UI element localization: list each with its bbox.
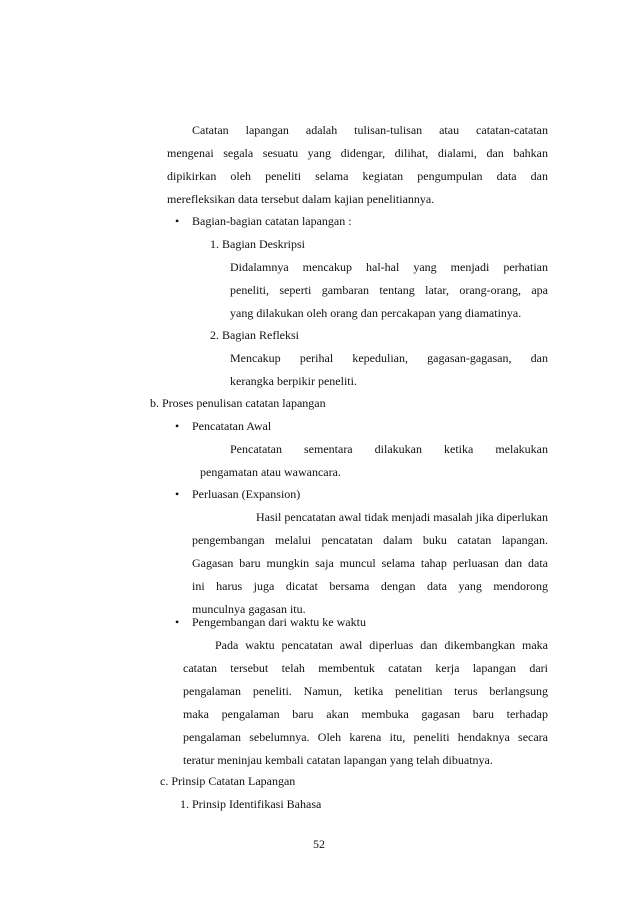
paragraph-line: pengalaman peneliti. Namun, ketika penelitian terus berlangsung — [183, 684, 548, 698]
paragraph-line: Catatan lapangan adalah tulisan-tulisan atau catatan-catatan — [192, 123, 548, 137]
paragraph-line: mengenai segala sesuatu yang didengar, dilihat, dialami, dan bahkan — [167, 146, 548, 160]
list-item-label: 1. Bagian Deskripsi — [210, 237, 305, 251]
section-heading: c. Prinsip Catatan Lapangan — [160, 774, 296, 788]
bullet-icon: • — [175, 487, 180, 501]
section-heading: b. Proses penulisan catatan lapangan — [150, 396, 326, 410]
paragraph-line: catatan tersebut telah membentuk catatan kerja lapangan dari — [183, 661, 548, 675]
paragraph-line: pengamatan atau wawancara. — [200, 465, 341, 479]
paragraph-line: Didalamnya mencakup hal-hal yang menjadi perhatian — [230, 260, 548, 274]
paragraph-line: pengalaman sebelumnya. Oleh karena itu, peneliti hendaknya secara — [183, 730, 548, 744]
list-item-label: 1. Prinsip Identifikasi Bahasa — [180, 797, 322, 811]
bullet-title: Pengembangan dari waktu ke waktu — [192, 615, 366, 629]
paragraph-line: munculnya gagasan itu. — [192, 602, 306, 616]
paragraph-line: Pada waktu pencatatan awal diperluas dan dikembangkan maka — [215, 638, 548, 652]
paragraph-line: Gagasan baru mungkin saja muncul selama tahap perluasan dan data — [192, 556, 548, 570]
paragraph-line: peneliti, seperti gambaran tentang latar, orang-orang, apa — [230, 283, 548, 297]
paragraph-line: Mencakup perihal kepedulian, gagasan-gagasan, dan — [230, 351, 548, 365]
page-number: 52 — [313, 837, 325, 851]
parts-heading: Bagian-bagian catatan lapangan : — [192, 214, 352, 228]
paragraph-line: maka pengalaman baru akan membuka gagasan baru terhadap — [183, 707, 548, 721]
bullet-title: Perluasan (Expansion) — [192, 487, 301, 501]
paragraph-line: dipikirkan oleh peneliti selama kegiatan pengumpulan data dan — [167, 169, 548, 183]
paragraph-line: pengembangan melalui pencatatan dalam buku catatan lapangan. — [192, 533, 548, 547]
paragraph-line: kerangka berpikir peneliti. — [230, 374, 357, 388]
paragraph-line: yang dilakukan oleh orang dan percakapan yang diamatinya. — [230, 306, 522, 320]
paragraph-line: Pencatatan sementara dilakukan ketika melakukan — [230, 442, 548, 456]
paragraph-line: ini harus juga dicatat bersama dengan data yang mendorong — [192, 579, 548, 593]
bullet-icon: • — [175, 214, 180, 228]
list-item-label: 2. Bagian Refleksi — [210, 328, 299, 342]
bullet-title: Pencatatan Awal — [192, 419, 272, 433]
paragraph-line: Hasil pencatatan awal tidak menjadi masalah jika diperlukan — [256, 510, 548, 524]
paragraph-line: teratur meninjau kembali catatan lapangan yang telah dibuatnya. — [183, 753, 493, 767]
paragraph-line: merefleksikan data tersebut dalam kajian penelitiannya. — [167, 192, 435, 206]
bullet-icon: • — [175, 615, 180, 629]
bullet-icon: • — [175, 419, 180, 433]
